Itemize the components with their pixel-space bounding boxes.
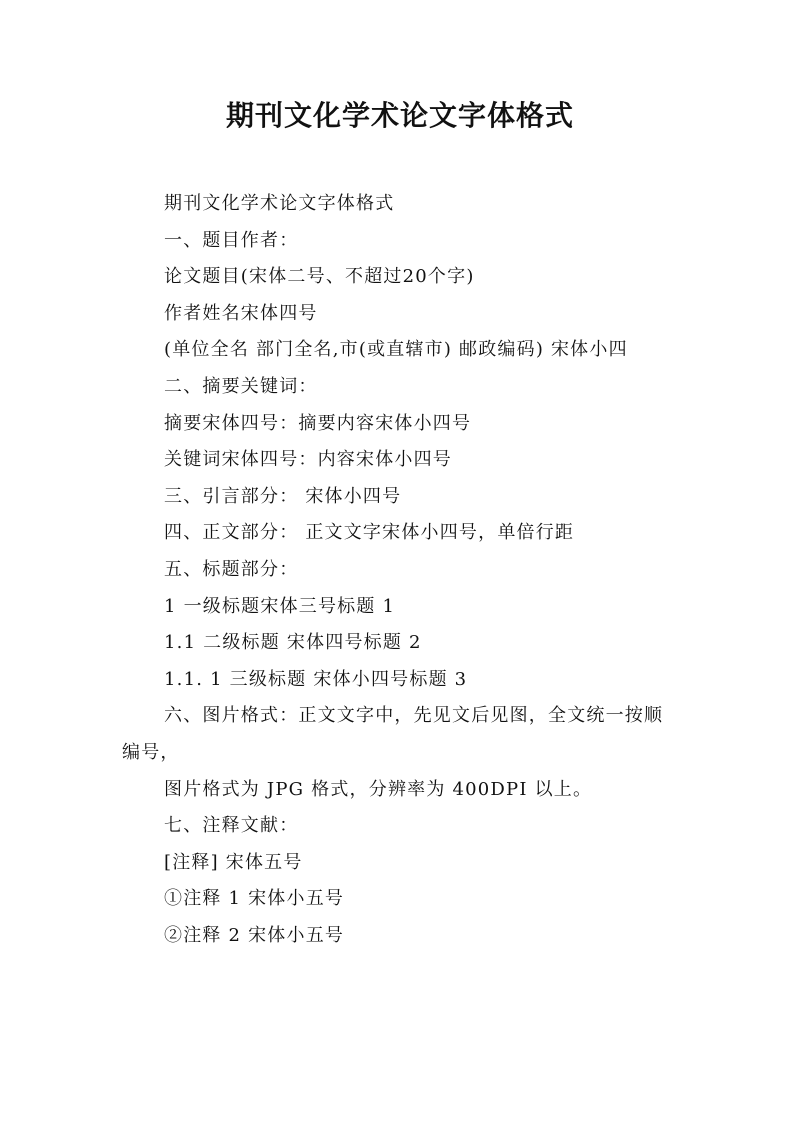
section-heading: 七、注释文献： [164,815,299,837]
paragraph: ①注释 1 宋体小五号 [164,888,345,910]
section-heading: 六、图片格式：正文文字中，先见文后见图，全文统一按顺编号， [122,705,664,763]
paragraph: [注释] 宋体五号 [164,851,303,873]
paragraph: 关键词宋体四号：内容宋体小四号 [164,449,452,471]
section-heading: 一、题目作者： [164,229,299,251]
paragraph: 论文题目(宋体二号、不超过20个字) [164,266,475,288]
section-heading: 二、摘要关键词： [164,375,318,397]
section-heading: 四、正文部分： 正文文字宋体小四号，单倍行距 [164,522,575,544]
paragraph: 作者姓名宋体四号 [164,302,318,324]
paragraph: 期刊文化学术论文字体格式 [164,193,395,214]
paragraph: 1.1 二级标题 宋体四号标题 2 [164,632,422,654]
paragraph: 1 一级标题宋体三号标题 1 [164,595,396,617]
paragraph: 1.1. 1 三级标题 宋体小四号标题 3 [164,668,468,690]
paragraph: (单位全名 部门全名,市(或直辖市) 邮政编码) 宋体小四 [164,339,628,361]
section-heading: 五、标题部分： [164,558,299,580]
document-body [122,186,682,954]
paragraph: ②注释 2 宋体小五号 [164,924,345,946]
document-title: 期刊文化学术论文字体格式 [225,99,574,132]
paragraph: 摘要宋体四号：摘要内容宋体小四号 [164,412,472,434]
paragraph: 图片格式为 JPG 格式，分辨率为 400DPI 以上。 [164,778,593,800]
section-heading: 三、引言部分： 宋体小四号 [164,485,402,507]
